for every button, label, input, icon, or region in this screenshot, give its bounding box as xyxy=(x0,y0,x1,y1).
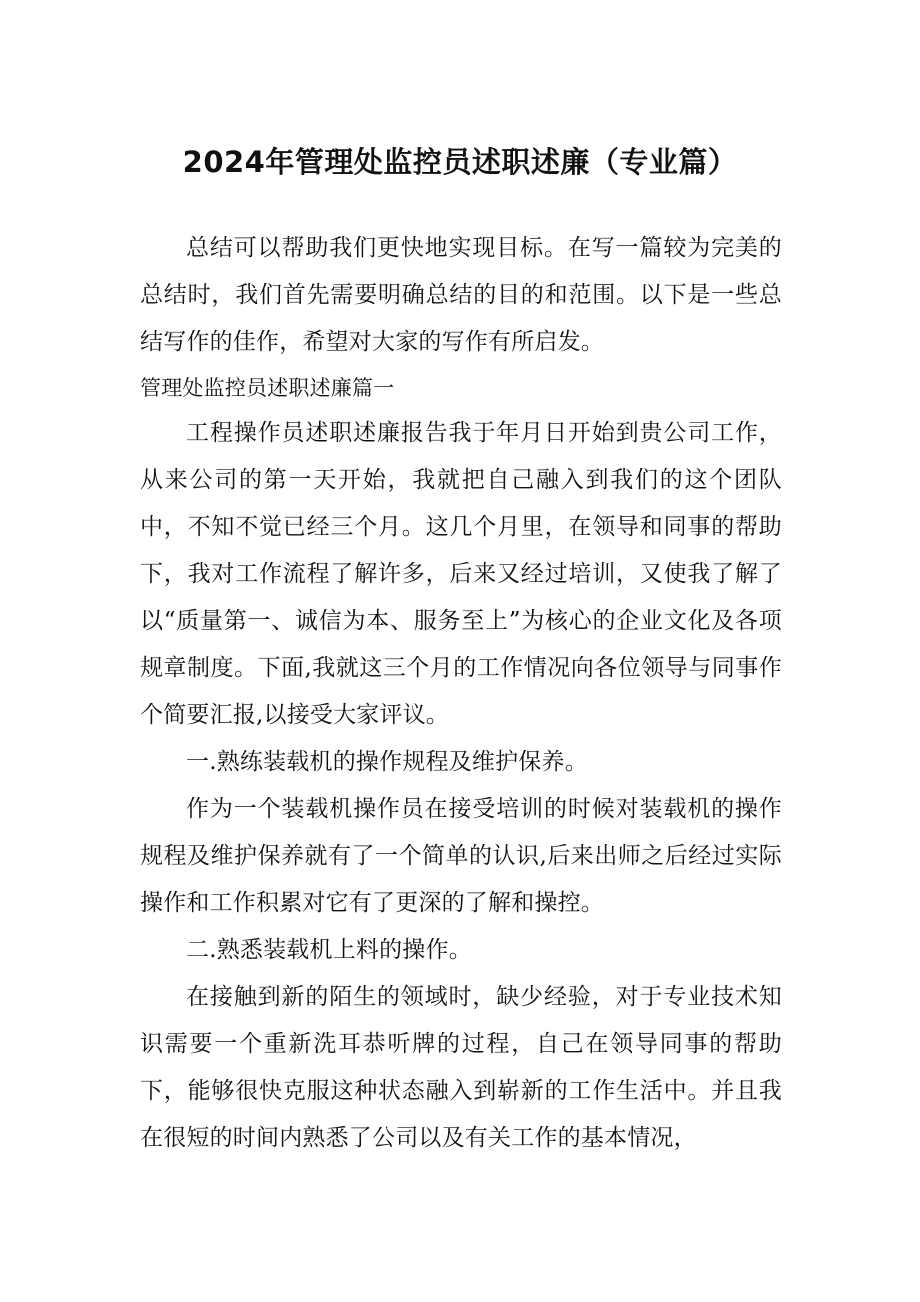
item-heading-2: 二.熟悉装载机上料的操作。 xyxy=(186,937,472,963)
body-paragraph: 在接触到新的陌生的领域时，缺少经验，对于专业技术知识需要一个重新洗耳恭听牌的过程，自己在领导同事的帮助下，能够很快克服这种状态融入到崭新的工作生活中。并且我在很短的时间内熟悉了公司以及有关工作的基本情况， xyxy=(140,984,782,1151)
document-body xyxy=(140,225,782,1162)
body-paragraph: 作为一个装载机操作员在接受培训的时候对装载机的操作规程及维护保养就有了一个简单的认识,后来出师之后经过实际操作和工作积累对它有了更深的了解和操控。 xyxy=(140,796,782,916)
section-heading: 管理处监控员述职述廉篇一 xyxy=(140,376,395,400)
item-heading-1: 一.熟练装载机的操作规程及维护保养。 xyxy=(186,749,588,775)
document-title: 2024年管理处监控员述职述廉（专业篇） xyxy=(182,145,738,179)
body-paragraph: 工程操作员述职述廉报告我于年月日开始到贵公司工作，从来公司的第一天开始，我就把自己融入到我们的这个团队中，不知不觉已经三个月。这几个月里，在领导和同事的帮助下，我对工作流程了解许多，后来又经过培训，又使我了解了以“质量第一、诚信为本、服务至上”为核心的企业文化及各项规章制度。下面,我就这三个月的工作情况向各位领导与同事作个简要汇报,以接受大家评议。 xyxy=(140,420,782,728)
intro-paragraph: 总结可以帮助我们更快地实现目标。在写一篇较为完美的总结时，我们首先需要明确总结的目的和范围。以下是一些总结写作的佳作，希望对大家的写作有所启发。 xyxy=(140,235,782,355)
